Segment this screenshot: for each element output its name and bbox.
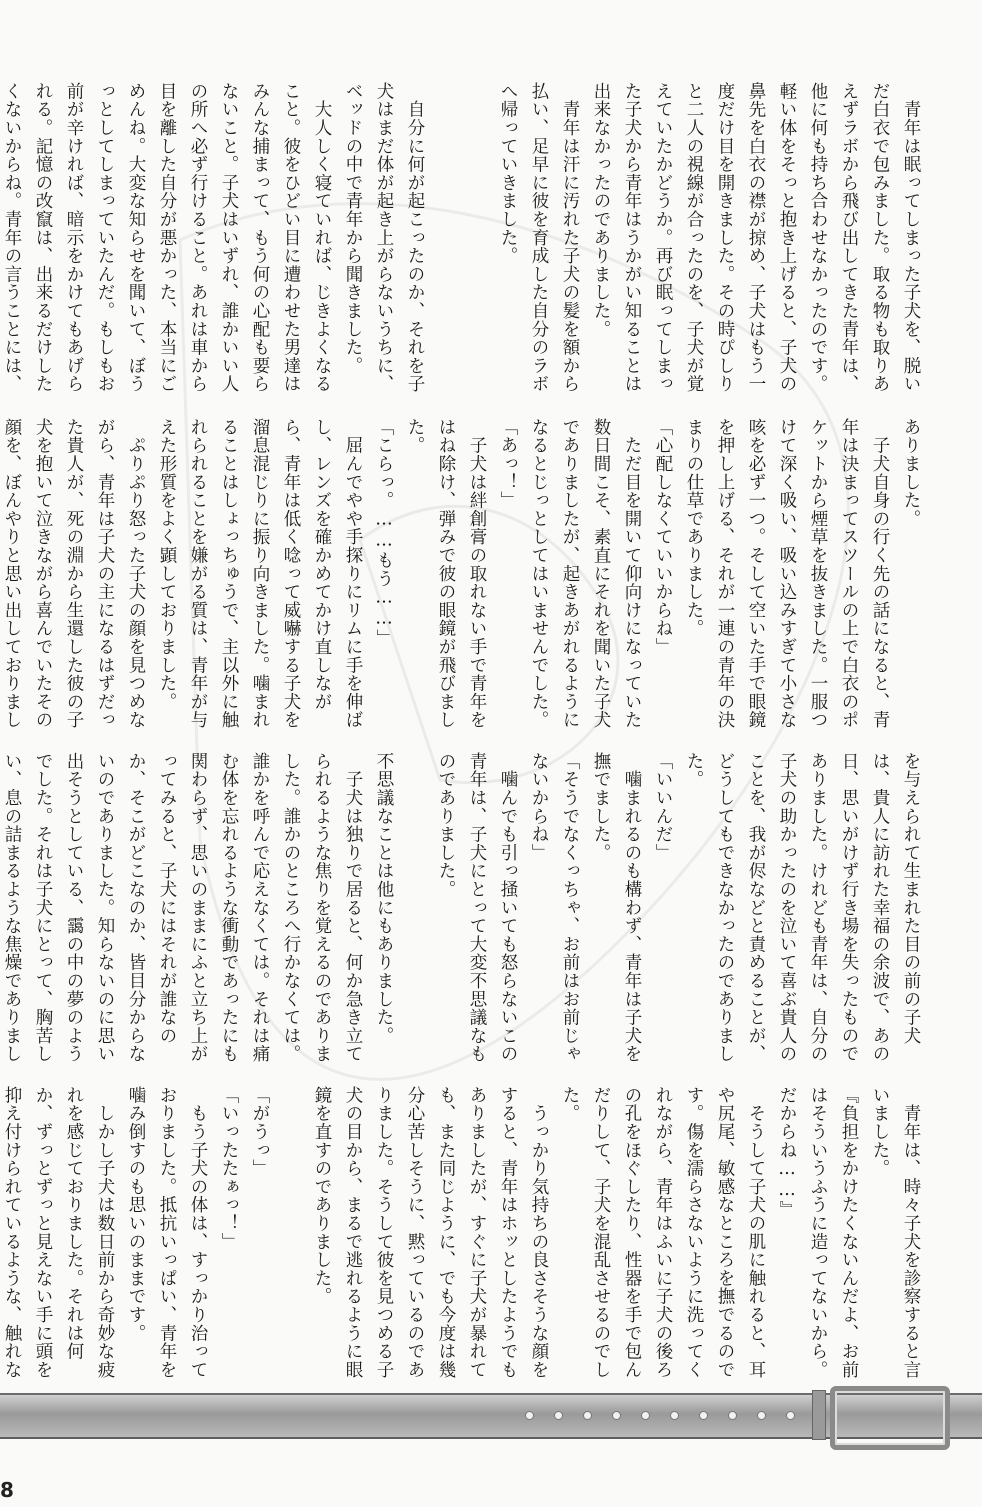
text-tier-1: 青年は眠ってしまった子犬を、脱いだ白衣で包みました。取る物も取りあえずラボから飛び出してきた青年は、他に何も持ち合わせなかったのです。軽い体をそっと抱き上げると、子犬の鼻先を白衣の襟が掠め、子犬はもう一度だけ目を開きました。その時ぴしりと二人の視線が合ったのを、子犬が覚えていたかどうか。再び眠ってしまった子犬から青年はうかがい知ることは出来なかったのでありました。 青年は汗に汚れた子犬の髪を額から払い、足早に彼を育成した自分のラボへ帰っていきました。 自分に何が起こったのか、それを子犬はまだ体が起き上がらないうちに、ベッドの中で青年から聞きました。 大人しく寝ていれば、じきよくなること。彼をひどい目に遭わせた男達はみんな捕まって、もう何の心配も要らないこと。子犬はいずれ、誰かいい人の所へ必ず行けること。あれは車から目を離した自分が悪かった、本当にごめんね。大変な知らせを聞いて、ぼうっとしてしまっていたんだ。もしもお前が辛ければ、暗示をかけてもあげられる。記憶の改竄は、出来るだけしたくないからね。青年の言うことには、	[2, 82, 921, 394]
rivet-icon	[786, 1411, 795, 1420]
rivet-icon	[699, 1411, 708, 1420]
text-tier-3: を与えられて生まれた目の前の子犬は、貴人に訪れた幸福の余波で、あの日、思いがけず行き場を失ったものでありました。けれども青年は、自分の子犬の助かったのを泣いて喜ぶ貴人のことを、我が侭などと責めることが、どうしてもできなかったのでありました。 「いいんだ」 噛まれるのも構わず、青年は子犬を撫でました。 「そうでなくっちゃ、お前はお前じゃないからね」 噛んでも引っ掻いても怒らないこの青年は、子犬にとって大変不思議なものでありました。 不思議なことは他にもありました。 子犬は独りで居ると、何か急き立てられるような焦りを覚えるのでありました。誰かのところへ行かなくては。誰かを呼んで応えなくては。それは痛む体を忘れるような衝動であったにも関わらず、思いのままにふと立ち上がってみると、子犬にはそれが誰なのか、そこがどこなのか、皆目分からないのでありました。知らないのに思い出そうとしている、靄の中の夢のようでした。それは子犬にとって、胸苦しい、息の詰まるような焦燥でありまし	[2, 752, 921, 1064]
rivet-icon	[554, 1411, 563, 1420]
rivet-icon	[583, 1411, 592, 1420]
page-number: 8	[0, 1478, 14, 1502]
text-tier-2: ありました。 子犬自身の行く先の話になると、青年は決まってスツールの上で白衣のポケットから煙草を抜きました。一服つけて深く吸い、吸い込みすぎて小さな咳を必ず一つ。そして空いた手で眼鏡を押し上げる、それが一連の青年の決まりの仕草でありました。 「心配しなくていいからね」 ただ目を開いて仰向けになっていた数日間こそ、素直にそれを聞いた子犬でありましたが、起きあがれるようになるとじっとしてはいませんでした。 「あっ！」 子犬は絆創膏の取れない手で青年をはね除け、弾みで彼の眼鏡が飛びました。 「こらっ。……もう……」 屈んでやや手探りにリムに手を伸ばし、レンズを確かめてかけ直しながら、青年は低く唸って威嚇する子犬を溜息混じりに振り向きました。噛まれることはしょっちゅうで、主以外に触れられることを嫌がる質は、青年が与えた形質をよく顕しておりました。 ぷりぷり怒った子犬の顔を見つめながら、青年は子犬の主になるはずだった貴人が、死の淵から生還した彼の子犬を抱いて泣きながら喜んでいたその顔を、ぼんやりと思い出しておりまし	[2, 418, 921, 730]
rivet-icon	[612, 1411, 621, 1420]
belt-rivets	[525, 1411, 815, 1419]
belt-buckle-prong-icon	[812, 1390, 826, 1440]
rivet-icon	[641, 1411, 650, 1420]
belt-buckle-icon	[830, 1386, 950, 1450]
rivet-icon	[757, 1411, 766, 1420]
text-tier-4: 青年は、時々子犬を診察すると言いました。 『負担をかけたくないんだよ、お前はそういうふうに造ってないから。だからね……』 そうして子犬の肌に触れると、耳や尻尾、敏感なところを撫でるのです。傷を濡らさないように洗ってくれながら、青年はふいに子犬の後ろの孔をほぐしたり、性器を手で包んだりして、子犬を混乱させるのでした。 うっかり気持ちの良さそうな顔をすると、青年はホッとしたようでもありましたが、すぐに子犬が暴れても、また同じように、でも今度は幾分心苦しそうに、黙っているのでありました。そうして彼を見つめる子犬の目から、まるで逃れるように眼鏡を直すのでありました。 「がうっ」 「いったたぁっ！」 もう子犬の体は、すっかり治っておりました。抵抗いっぱい、青年を噛み倒すのも思いのままです。 しかし子犬は数日前から奇妙な疲れを感じておりました。それは何か、ずっとずっと見えない手に頭を抑え付けられているような、触れな	[2, 1086, 921, 1379]
rivet-icon	[525, 1411, 534, 1420]
rivet-icon	[728, 1411, 737, 1420]
rivet-icon	[670, 1411, 679, 1420]
